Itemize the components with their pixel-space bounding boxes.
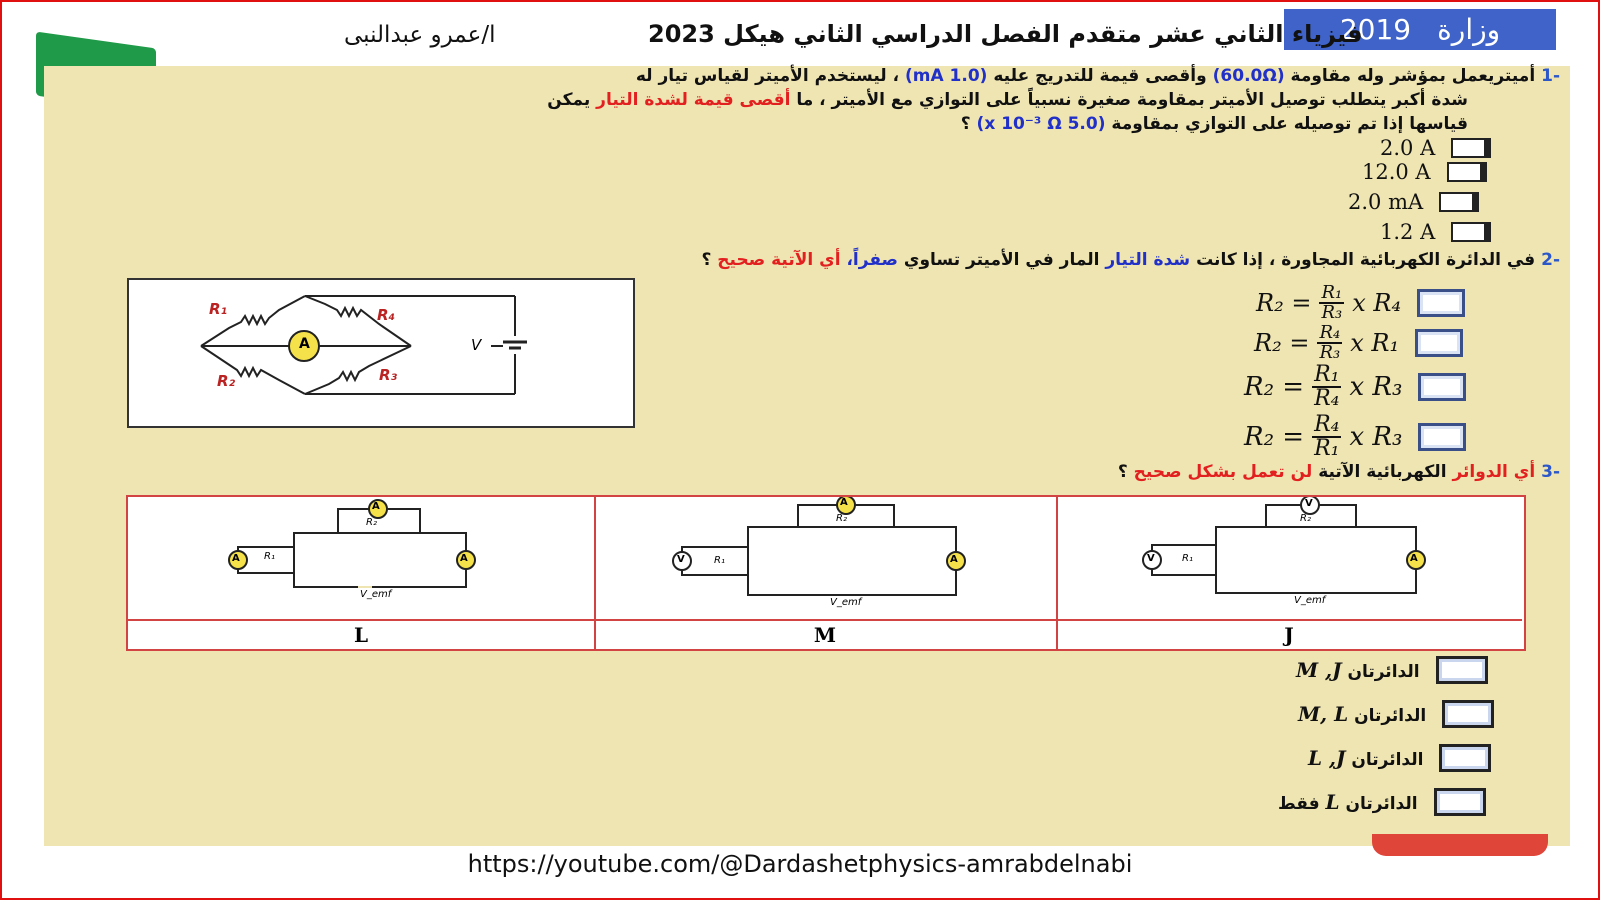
- fraction: [1317, 324, 1342, 362]
- q1-option-3[interactable]: [1348, 190, 1479, 214]
- checkbox[interactable]: [1447, 162, 1487, 182]
- author-name: ا/عمرو عبدالنبى: [344, 22, 496, 48]
- ammeter-label: A: [1410, 553, 1418, 564]
- r2-label: R₂: [836, 513, 847, 524]
- question-number: -3: [1541, 462, 1560, 482]
- option-word: الدائرتان: [1347, 662, 1420, 682]
- option-label: [1278, 790, 1418, 814]
- highlight-text: شدة التيار: [1105, 250, 1191, 270]
- highlight-text: أي الآتية صحيح: [717, 250, 841, 270]
- question-1-line-2: [547, 90, 1468, 110]
- equation-rhs: x R₁: [1350, 329, 1400, 357]
- option-label: [1296, 658, 1420, 682]
- r4-label: R₄: [377, 306, 396, 324]
- option-label: [1308, 746, 1423, 770]
- equation-lhs: R₂ =: [1244, 372, 1305, 402]
- checkbox[interactable]: [1439, 744, 1491, 772]
- denominator: R₃: [1321, 302, 1343, 323]
- equation-lhs: R₂ =: [1254, 329, 1310, 357]
- question-number: -1: [1541, 66, 1560, 86]
- circuit-L: [128, 497, 596, 649]
- circuit-M: [594, 497, 1058, 649]
- r1-label: R₁: [714, 555, 725, 566]
- page-title: فيزياء الثاني عشر متقدم الفصل الدراسي الثاني هيكل 2023: [648, 20, 1363, 48]
- equation: [1254, 324, 1399, 362]
- fraction: [1319, 284, 1344, 322]
- equation-lhs: R₂ =: [1244, 422, 1305, 452]
- voltmeter-label: V: [1305, 498, 1313, 509]
- ammeter-label: A: [840, 497, 848, 508]
- text: ؟: [1117, 462, 1128, 482]
- current-value: (1.0 mA): [904, 66, 988, 86]
- option-label: 2.0 mA: [1348, 190, 1424, 214]
- footer-url[interactable]: https://youtube.com/@Dardashetphysics-amrabdelnabi: [467, 850, 1133, 878]
- highlight-text: لن تعمل بشكل صحيح: [1133, 462, 1313, 482]
- ammeter-label: A: [372, 501, 380, 512]
- option-word: الدائرتان: [1354, 706, 1427, 726]
- text: قياسها إذا تم توصيله على التوازي بمقاومة: [1111, 114, 1468, 134]
- text: ، ليستخدم الأميتر لقياس تيار له: [635, 66, 900, 86]
- year-label: 2019: [1339, 13, 1412, 46]
- circuit-M-svg: [594, 497, 1056, 619]
- ammeter-label: A: [232, 553, 240, 564]
- checkbox[interactable]: [1434, 788, 1486, 816]
- voltmeter-label: V: [1147, 553, 1155, 564]
- circuits-table: [126, 495, 1526, 651]
- option-label: 12.0 A: [1362, 160, 1431, 184]
- checkbox[interactable]: [1439, 192, 1479, 212]
- numerator: R₁: [1314, 362, 1340, 387]
- denominator: R₁: [1314, 436, 1340, 461]
- checkbox[interactable]: [1436, 656, 1488, 684]
- circuit-L-svg: [128, 497, 594, 619]
- checkbox[interactable]: [1451, 222, 1491, 242]
- question-number: -2: [1541, 250, 1560, 270]
- checkbox[interactable]: [1451, 138, 1491, 158]
- option-vars: M, L: [1298, 702, 1349, 726]
- highlight-text: أي الدوائر: [1452, 462, 1536, 482]
- equation-rhs: x R₄: [1352, 289, 1402, 317]
- option-word: الدائرتان: [1351, 750, 1424, 770]
- q2-option-4[interactable]: [1244, 414, 1466, 460]
- numerator: R₁: [1321, 282, 1343, 303]
- q1-option-2[interactable]: [1362, 160, 1487, 184]
- option-vars: L: [1325, 790, 1340, 814]
- checkbox[interactable]: [1418, 373, 1466, 401]
- bridge-circuit-svg: [129, 280, 633, 426]
- q1-option-1[interactable]: [1380, 136, 1491, 160]
- text: وأقصى قيمة للتدريج عليه: [993, 66, 1207, 86]
- circuit-label: J: [1056, 619, 1522, 649]
- option-label: [1298, 702, 1426, 726]
- r2-label: R₂: [217, 372, 236, 390]
- r1-label: R₁: [264, 551, 275, 562]
- highlight-text: صفراً،: [846, 250, 898, 270]
- shunt-value: (5.0 x 10⁻³ Ω): [976, 114, 1106, 134]
- r2-label: R₂: [366, 517, 377, 528]
- bridge-circuit-diagram: [127, 278, 635, 428]
- source-label: V_emf: [360, 589, 392, 600]
- r1-label: R₁: [209, 300, 228, 318]
- equation: [1244, 414, 1402, 460]
- circuit-J: [1056, 497, 1522, 649]
- q3-option-1[interactable]: [1296, 656, 1488, 684]
- question-1-line-1: [636, 66, 1560, 86]
- option-vars: M ,J: [1296, 658, 1342, 682]
- equation: [1244, 364, 1402, 410]
- r1-label: R₁: [1182, 553, 1193, 564]
- checkbox[interactable]: [1418, 423, 1466, 451]
- q2-option-2[interactable]: [1254, 324, 1463, 362]
- q2-option-1[interactable]: [1256, 284, 1465, 322]
- question-3: [1118, 462, 1560, 482]
- question-1-line-3: [961, 114, 1468, 134]
- r2-label: R₂: [1300, 513, 1311, 524]
- option-label: 2.0 A: [1380, 136, 1436, 160]
- checkbox[interactable]: [1417, 289, 1465, 317]
- text: أميتريعمل بمؤشر وله مقاومة: [1290, 66, 1536, 86]
- equation-rhs: x R₃: [1349, 422, 1403, 452]
- voltmeter-label: V: [677, 554, 685, 565]
- source-label: V_emf: [1294, 595, 1326, 606]
- equation-rhs: x R₃: [1349, 372, 1403, 402]
- option-suffix: فقط: [1278, 794, 1320, 814]
- source-label: V_emf: [830, 597, 862, 608]
- q1-option-4[interactable]: [1380, 220, 1491, 244]
- option-label: 1.2 A: [1380, 220, 1436, 244]
- text: الكهربائية الآتية: [1318, 462, 1447, 482]
- option-vars: L ,J: [1308, 746, 1346, 770]
- circuit-label: L: [128, 619, 594, 649]
- fraction: [1312, 414, 1341, 460]
- text: يمكن: [547, 90, 591, 110]
- checkbox[interactable]: [1442, 700, 1494, 728]
- fraction: [1312, 364, 1341, 410]
- ministry-label: وزارة: [1437, 13, 1501, 46]
- highlight-text: أقصى قيمة لشدة التيار: [596, 90, 791, 110]
- ammeter-label: A: [299, 336, 310, 352]
- text: شدة أكبر يتطلب توصيل الأميتر بمقاومة صغيرة نسبياً على التوازي مع الأميتر ، ما: [796, 90, 1468, 110]
- denominator: R₄: [1314, 386, 1340, 411]
- denominator: R₃: [1319, 342, 1341, 363]
- text: ؟: [960, 114, 971, 134]
- text: المار في الأميتر تساوي: [903, 250, 1100, 270]
- ammeter-label: A: [460, 553, 468, 564]
- checkbox[interactable]: [1415, 329, 1463, 357]
- text: ؟: [701, 250, 712, 270]
- option-word: الدائرتان: [1345, 794, 1418, 814]
- text: في الدائرة الكهربائية المجاورة ، إذا كانت: [1196, 250, 1536, 270]
- numerator: R₄: [1314, 412, 1340, 437]
- equation: [1256, 284, 1401, 322]
- circuit-label: M: [594, 619, 1056, 649]
- q3-option-2[interactable]: [1298, 700, 1494, 728]
- q2-option-3[interactable]: [1244, 364, 1466, 410]
- resistance-value: (60.0Ω): [1212, 66, 1285, 86]
- r3-label: R₃: [379, 366, 398, 384]
- ammeter-label: A: [950, 554, 958, 565]
- numerator: R₄: [1319, 322, 1341, 343]
- q3-option-4[interactable]: [1278, 788, 1486, 816]
- equation-lhs: R₂ =: [1256, 289, 1312, 317]
- question-2: [702, 250, 1561, 270]
- voltage-label: V: [471, 336, 482, 354]
- q3-option-3[interactable]: [1308, 744, 1491, 772]
- circuit-J-svg: [1056, 497, 1522, 619]
